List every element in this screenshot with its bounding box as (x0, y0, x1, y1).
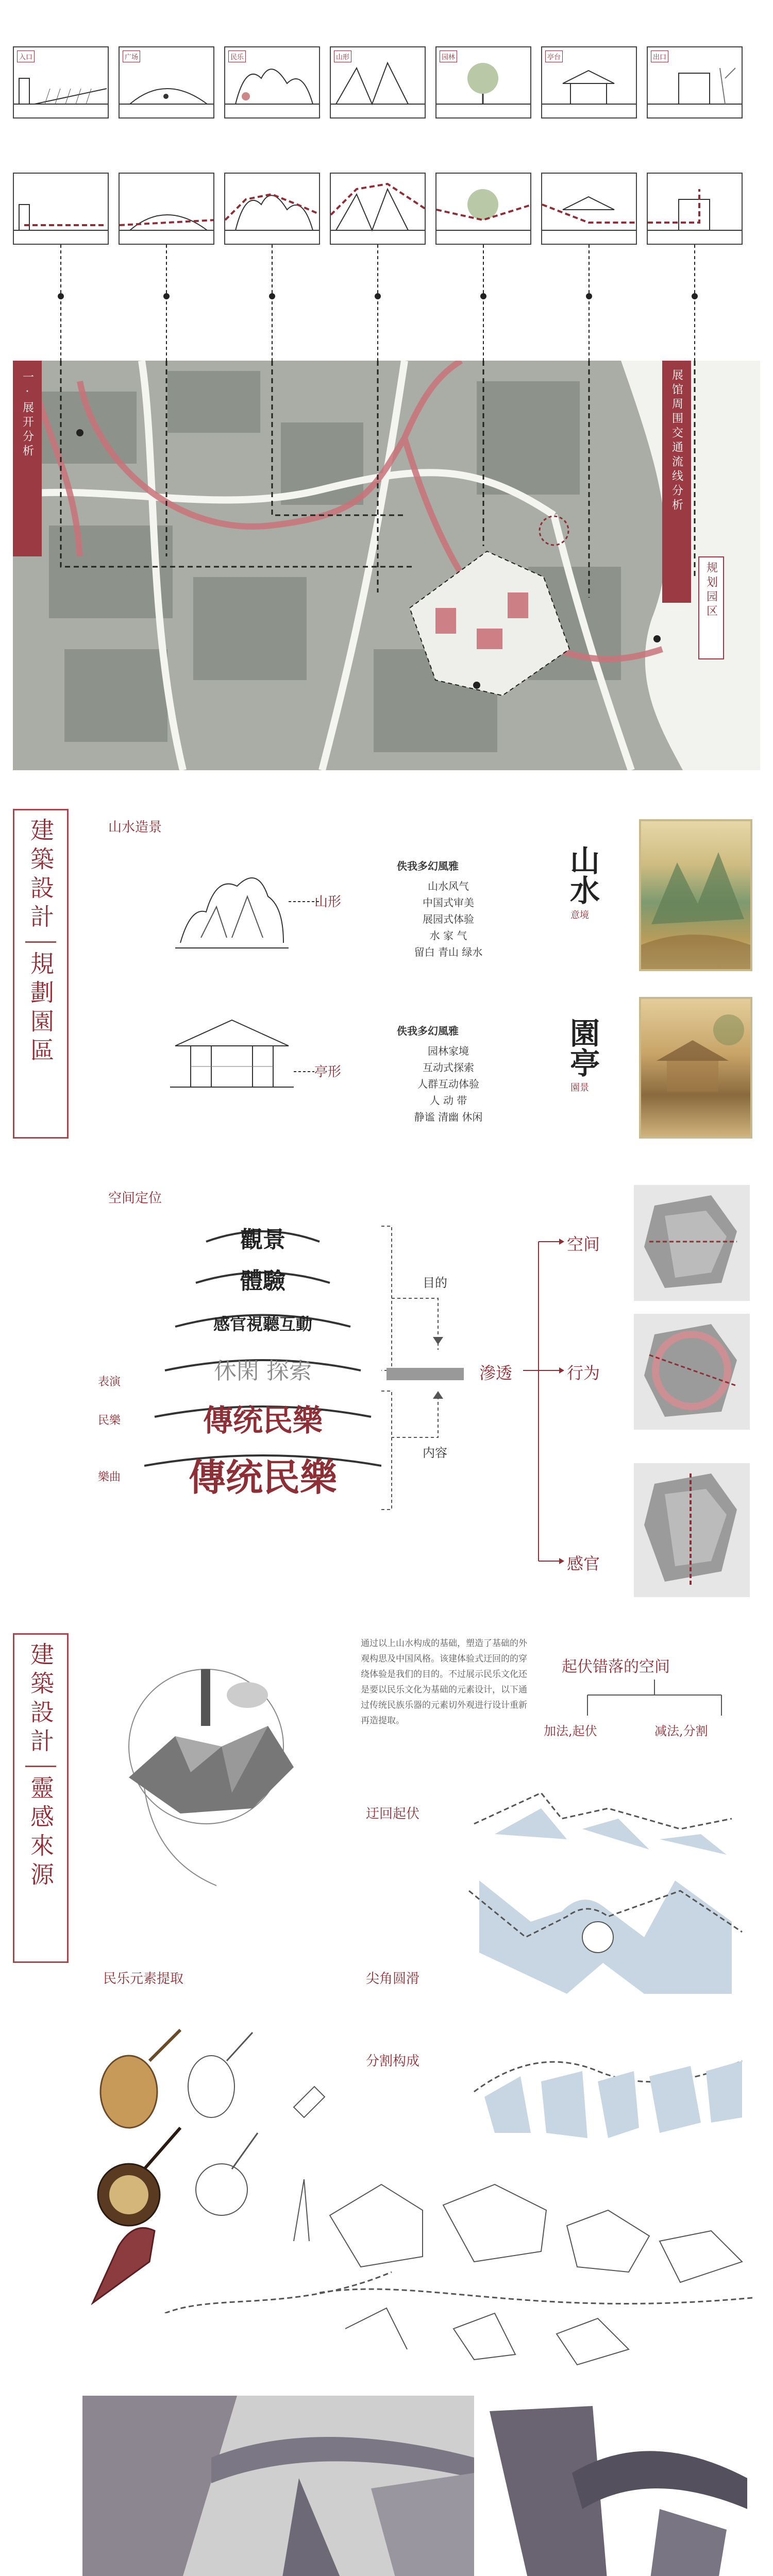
section-heading-positioning: 空间定位 (108, 1191, 162, 1206)
derived-forms-sketch (320, 2164, 752, 2380)
panel-tag: 园林 (440, 50, 457, 62)
purpose-label: 目的 (423, 1276, 447, 1290)
route-panel-4 (330, 173, 426, 245)
poem-block-2 (397, 1023, 500, 1125)
mountain-sketch (175, 866, 289, 953)
side-title-block-1 (13, 809, 69, 1139)
infiltrate-label: 滲透 (479, 1363, 513, 1383)
site-map-drawing (13, 361, 760, 770)
label-rise: 迂回起伏 (366, 1806, 420, 1822)
outcome-bracket (523, 1226, 564, 1577)
side-subtitle: 靈感來源 (27, 1775, 55, 1891)
round-diagram (464, 1860, 752, 2014)
tier-1: 觀景 (240, 1227, 285, 1253)
dash-line (294, 1069, 314, 1074)
poem-head: 佚我多幻風雅 (397, 1025, 459, 1037)
label-split: 分割构成 (366, 2054, 420, 2069)
rise-diagram (464, 1772, 752, 1860)
content-label: 内容 (423, 1446, 447, 1460)
divider (25, 1766, 56, 1767)
panel-tag: 入口 (17, 50, 35, 62)
poem-line: 园林家境 (428, 1045, 469, 1057)
ruan-icon (98, 2128, 180, 2226)
section-heading-landscape: 山水造景 (108, 820, 162, 835)
route-panel-6 (541, 173, 637, 245)
route-panel-2 (119, 173, 214, 245)
poem-line: 展园式体验 (423, 913, 474, 925)
side-subtitle: 規劃園區 (27, 951, 55, 1066)
scene-panel-5 (435, 46, 531, 118)
tier-2: 體驗 (240, 1268, 285, 1294)
inspiration-paragraph: 通过以上山水构成的基础，塑造了基础的外观构思及中国风格。该建体验式迂回的的穿绕体验是我们的目的。不过展示民乐文化还是要以民乐文化为基础的元素设计，以下通过传统民族乐器的元素切外观进行设计重新再造提取。 (361, 1638, 527, 1726)
scene-panel-1 (13, 46, 109, 118)
scene-panel-3 (224, 46, 320, 118)
divider (25, 941, 56, 943)
landscape-painting (639, 819, 752, 971)
pavilion-label: 亭形 (314, 1064, 342, 1080)
poem-line: 水 家 气 (429, 929, 467, 942)
big-characters: 園亭 (565, 1018, 600, 1077)
plan-drawing (634, 1314, 750, 1430)
left-tag-3: 樂曲 (98, 1471, 121, 1484)
route-sketch (648, 174, 743, 245)
map-left-label (13, 361, 42, 556)
painting-drawing (641, 999, 750, 1137)
map-right-sub-text: 规划园区 (704, 562, 718, 619)
poem-line: 留白 青山 绿水 (414, 946, 483, 958)
big-characters-sub: 意境 (570, 910, 589, 921)
route-panel-3 (224, 173, 320, 245)
route-panel-5 (435, 173, 531, 245)
scene-panel-7 (647, 46, 743, 118)
tier-4: 休閑 探索 (214, 1358, 312, 1384)
guqin-icon (93, 2228, 155, 2303)
big-char-block-1 (562, 845, 598, 921)
map-left-label-text: 一·展开分析 (21, 371, 34, 459)
perspective-drawing (479, 2396, 747, 2576)
space-right: 减法,分割 (654, 1724, 708, 1738)
route-sketch (436, 174, 531, 245)
plan-drawing (634, 1463, 750, 1597)
inspiration-model-sketch (98, 1643, 314, 1932)
space-title: 起伏错落的空间 (562, 1658, 670, 1676)
left-tag-2: 民樂 (98, 1414, 121, 1427)
left-tag-1: 表演 (98, 1376, 121, 1388)
outcome-senses: 感官 (567, 1554, 600, 1573)
big-char-block-2 (562, 1018, 598, 1094)
label-extract: 民乐元素提取 (103, 1971, 184, 1987)
poem-line: 人群互动体验 (417, 1078, 479, 1090)
poem-line: 互动式探索 (423, 1061, 474, 1074)
scene-panel-6 (541, 46, 637, 118)
poem-block-1 (397, 858, 500, 960)
panel-tag: 山形 (334, 50, 351, 62)
tier-6: 傳统民樂 (188, 1455, 337, 1499)
poem-head: 佚我多幻風雅 (397, 860, 459, 872)
side-title-block-2 (13, 1633, 69, 1963)
map-right-sub (698, 556, 724, 659)
label-round: 尖角圆滑 (366, 1971, 420, 1987)
tier-5: 傳统民樂 (203, 1403, 323, 1438)
pipa-outline-icon (188, 2032, 253, 2117)
map-right-label (662, 361, 691, 603)
tier-3: 感官視聽互動 (213, 1314, 312, 1334)
split-diagram (464, 2030, 752, 2148)
poem-line: 中国式审美 (423, 896, 474, 909)
route-panel-7 (647, 173, 743, 245)
plan-thumb-2 (634, 1314, 750, 1430)
perspective-image-2 (479, 2396, 747, 2576)
garden-painting (639, 997, 752, 1139)
outcome-space: 空间 (567, 1234, 600, 1254)
outcome-behavior: 行为 (567, 1363, 600, 1383)
big-characters-sub: 園景 (570, 1082, 589, 1093)
poem-line: 人 动 带 (429, 1094, 467, 1107)
panel-tag: 民乐 (228, 50, 246, 62)
route-panel-1 (13, 173, 109, 245)
dash-line (289, 899, 320, 904)
big-characters: 山水 (565, 845, 600, 905)
mountain-label: 山形 (314, 894, 342, 910)
panel-tag: 广场 (123, 50, 140, 62)
plan-thumb-1 (634, 1185, 750, 1301)
poem-line: 静谧 清幽 休闲 (414, 1111, 483, 1123)
painting-drawing (641, 821, 750, 969)
scene-panel-4 (330, 46, 426, 118)
map-right-label-text: 展馆周围交通流线分析 (670, 369, 683, 513)
scene-panel-2 (119, 46, 214, 118)
route-sketch (120, 174, 214, 245)
route-sketch (542, 174, 637, 245)
plan-thumb-3 (634, 1463, 750, 1597)
side-title: 建築設計 (27, 1642, 55, 1757)
plan-drawing (634, 1185, 750, 1301)
space-left: 加法,起伏 (544, 1724, 597, 1738)
site-map (13, 361, 760, 770)
perspective-drawing (82, 2396, 474, 2576)
panel-tag: 亭台 (545, 50, 563, 62)
side-title: 建築設計 (27, 818, 55, 933)
poem-line: 山水风气 (428, 880, 469, 892)
perspective-image-1 (82, 2396, 474, 2576)
pavilion-sketch (170, 1010, 294, 1097)
ruan-outline-icon (196, 2133, 258, 2215)
panel-tag: 出口 (651, 50, 668, 62)
route-sketch (14, 174, 109, 245)
route-sketch (331, 174, 426, 245)
pipa-icon (100, 2030, 180, 2128)
route-sketch (225, 174, 320, 245)
